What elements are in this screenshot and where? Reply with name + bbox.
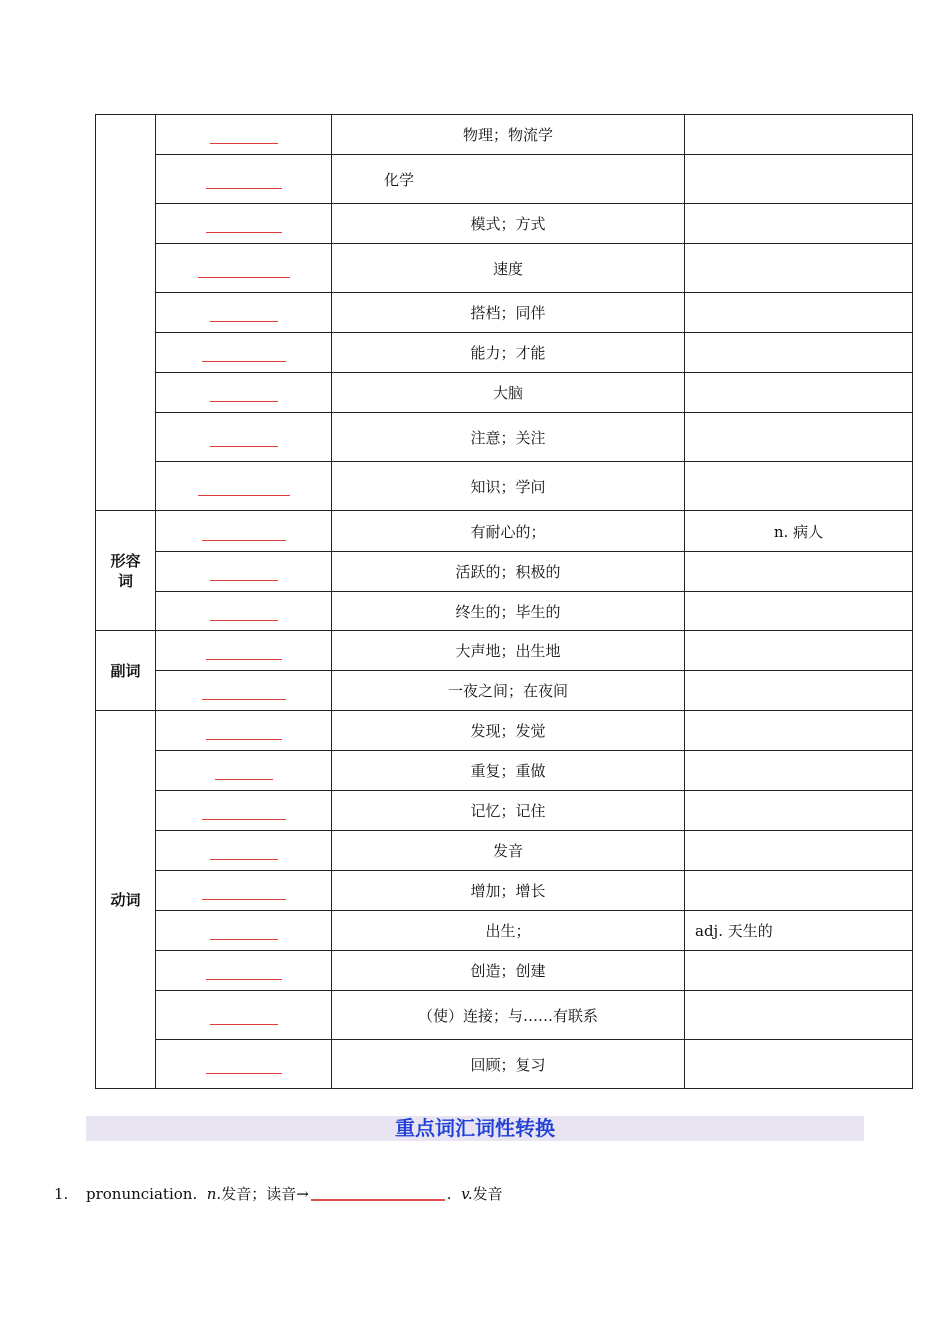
answer-blank[interactable] xyxy=(206,1059,282,1074)
extra-cell xyxy=(685,552,913,592)
answer-blank[interactable] xyxy=(206,725,282,740)
table-row xyxy=(96,911,913,951)
answer-cell[interactable] xyxy=(156,631,332,671)
answer-cell[interactable] xyxy=(156,462,332,511)
answer-blank[interactable] xyxy=(206,965,282,980)
answer-blank[interactable] xyxy=(210,387,278,402)
answer-cell[interactable] xyxy=(156,333,332,373)
exercise-period: . xyxy=(446,1185,452,1203)
meaning-cell xyxy=(332,592,685,631)
answer-blank[interactable] xyxy=(206,645,282,660)
category-cell xyxy=(96,115,156,511)
meaning-cell xyxy=(332,511,685,552)
table-row xyxy=(96,155,913,204)
meaning-text: 大脑 xyxy=(492,384,523,402)
answer-cell[interactable] xyxy=(156,293,332,333)
answer-blank[interactable] xyxy=(206,218,282,233)
answer-cell[interactable] xyxy=(156,751,332,791)
table-row xyxy=(96,462,913,511)
meaning-text: 物理；物流学 xyxy=(462,126,553,144)
table-row xyxy=(96,751,913,791)
extra-cell xyxy=(685,871,913,911)
meaning-cell xyxy=(332,333,685,373)
extra-text: adj. 天生的 xyxy=(695,922,773,940)
meaning-text: 回顾；复习 xyxy=(470,1055,546,1074)
table-row xyxy=(96,293,913,333)
answer-blank[interactable] xyxy=(210,129,278,144)
meaning-text: （使）连接；与……有联系 xyxy=(417,1006,598,1025)
answer-cell[interactable] xyxy=(156,204,332,244)
answer-cell[interactable] xyxy=(156,911,332,951)
meaning-cell xyxy=(332,462,685,511)
exercise-pos-verb: v. xyxy=(461,1185,473,1203)
table-row xyxy=(96,951,913,991)
meaning-text: 有耐心的； xyxy=(470,522,546,541)
answer-cell[interactable] xyxy=(156,1040,332,1089)
extra-cell xyxy=(685,791,913,831)
meaning-cell xyxy=(332,791,685,831)
answer-blank[interactable] xyxy=(210,432,278,447)
table-row xyxy=(96,991,913,1040)
extra-cell xyxy=(685,115,913,155)
section-title: 重点词汇词性转换 xyxy=(395,1116,555,1140)
answer-blank[interactable] xyxy=(206,174,282,189)
meaning-text: 增加；增长 xyxy=(470,882,546,900)
meaning-text: 注意；关注 xyxy=(470,428,546,447)
meaning-text: 重复；重做 xyxy=(470,762,546,780)
answer-blank[interactable] xyxy=(210,307,278,322)
answer-cell[interactable] xyxy=(156,711,332,751)
answer-blank[interactable] xyxy=(210,1010,278,1025)
meaning-text: 出生； xyxy=(485,922,531,940)
extra-cell xyxy=(685,293,913,333)
answer-cell[interactable] xyxy=(156,511,332,552)
category-cell xyxy=(96,711,156,1089)
extra-cell xyxy=(685,373,913,413)
category-label: 动词 xyxy=(110,890,141,909)
exercise-answer-blank[interactable] xyxy=(311,1184,445,1201)
meaning-text: 发现；发觉 xyxy=(470,722,546,740)
meaning-cell xyxy=(332,244,685,293)
extra-cell xyxy=(685,751,913,791)
table-row xyxy=(96,511,913,552)
meaning-cell xyxy=(332,1040,685,1089)
answer-blank[interactable] xyxy=(202,685,286,700)
answer-cell[interactable] xyxy=(156,592,332,631)
meaning-cell xyxy=(332,831,685,871)
meaning-text: 知识；学问 xyxy=(470,477,546,496)
category-cell xyxy=(96,511,156,631)
answer-cell[interactable] xyxy=(156,671,332,711)
meaning-cell xyxy=(332,413,685,462)
extra-cell xyxy=(685,1040,913,1089)
meaning-text: 大声地；出生地 xyxy=(455,642,561,660)
extra-cell xyxy=(685,244,913,293)
extra-cell xyxy=(685,462,913,511)
extra-cell xyxy=(685,592,913,631)
table-row xyxy=(96,552,913,592)
answer-blank[interactable] xyxy=(202,805,286,820)
table-row xyxy=(96,204,913,244)
answer-blank[interactable] xyxy=(198,481,290,496)
meaning-text: 模式；方式 xyxy=(470,215,546,233)
table-row xyxy=(96,831,913,871)
meaning-cell xyxy=(332,671,685,711)
extra-cell xyxy=(685,991,913,1040)
answer-blank[interactable] xyxy=(210,566,278,581)
meaning-cell xyxy=(332,293,685,333)
answer-blank[interactable] xyxy=(210,925,278,940)
extra-cell xyxy=(685,631,913,671)
extra-cell xyxy=(685,911,913,951)
meaning-cell xyxy=(332,155,685,204)
answer-cell[interactable] xyxy=(156,373,332,413)
category-cell xyxy=(96,631,156,711)
table-row xyxy=(96,871,913,911)
meaning-cell xyxy=(332,991,685,1040)
answer-blank[interactable] xyxy=(202,885,286,900)
answer-cell[interactable] xyxy=(156,991,332,1040)
answer-blank[interactable] xyxy=(210,845,278,860)
table-row xyxy=(96,631,913,671)
exercise-meaning-noun: 发音；读音 xyxy=(221,1185,297,1203)
table-row xyxy=(96,244,913,293)
answer-blank[interactable] xyxy=(202,347,286,362)
meaning-text: 活跃的；积极的 xyxy=(455,563,561,581)
answer-cell[interactable] xyxy=(156,871,332,911)
answer-blank[interactable] xyxy=(215,765,273,780)
answer-cell[interactable] xyxy=(156,552,332,592)
exercise-word: pronunciation. xyxy=(86,1185,198,1203)
meaning-cell xyxy=(332,951,685,991)
table-row xyxy=(96,1040,913,1089)
table-row xyxy=(96,711,913,751)
meaning-text: 创造；创建 xyxy=(470,962,546,980)
meaning-text: 发音 xyxy=(492,842,523,860)
extra-text: n. 病人 xyxy=(773,522,824,541)
extra-cell xyxy=(685,831,913,871)
meaning-text: 记忆；记住 xyxy=(470,802,546,820)
table-row xyxy=(96,671,913,711)
meaning-cell xyxy=(332,204,685,244)
meaning-text: 速度 xyxy=(492,259,523,278)
exercise-meaning-verb: 发音 xyxy=(472,1185,503,1203)
table-row xyxy=(96,333,913,373)
meaning-text: 搭档；同伴 xyxy=(470,304,546,322)
answer-cell[interactable] xyxy=(156,115,332,155)
extra-cell xyxy=(685,155,913,204)
extra-cell xyxy=(685,711,913,751)
vocabulary-table xyxy=(95,114,913,1089)
extra-cell xyxy=(685,511,913,552)
table-row xyxy=(96,115,913,155)
exercise-pos-noun: n. xyxy=(206,1185,222,1203)
meaning-cell xyxy=(332,552,685,592)
table-row xyxy=(96,791,913,831)
exercise-number: 1. xyxy=(54,1185,69,1203)
exercise-item xyxy=(54,1184,503,1204)
answer-blank[interactable] xyxy=(202,526,286,541)
answer-cell[interactable] xyxy=(156,951,332,991)
answer-cell[interactable] xyxy=(156,413,332,462)
answer-cell[interactable] xyxy=(156,244,332,293)
answer-cell[interactable] xyxy=(156,831,332,871)
meaning-text: 一夜之间；在夜间 xyxy=(447,682,568,700)
extra-cell xyxy=(685,333,913,373)
meaning-cell xyxy=(332,751,685,791)
answer-blank[interactable] xyxy=(210,606,278,621)
extra-cell xyxy=(685,951,913,991)
table-row xyxy=(96,373,913,413)
meaning-cell xyxy=(332,373,685,413)
meaning-cell xyxy=(332,711,685,751)
meaning-cell xyxy=(332,871,685,911)
meaning-cell xyxy=(332,115,685,155)
meaning-text: 化学 xyxy=(384,170,415,189)
section-header xyxy=(86,1116,864,1141)
extra-cell xyxy=(685,204,913,244)
answer-blank[interactable] xyxy=(198,263,290,278)
meaning-cell xyxy=(332,631,685,671)
table-row xyxy=(96,592,913,631)
meaning-text: 终生的；毕生的 xyxy=(455,602,561,621)
meaning-text: 能力；才能 xyxy=(470,344,546,362)
meaning-cell xyxy=(332,911,685,951)
arrow-icon: → xyxy=(296,1185,309,1203)
answer-cell[interactable] xyxy=(156,791,332,831)
extra-cell xyxy=(685,671,913,711)
answer-cell[interactable] xyxy=(156,155,332,204)
table-row xyxy=(96,413,913,462)
extra-cell xyxy=(685,413,913,462)
category-label: 副词 xyxy=(110,661,141,680)
category-label: 形容词 xyxy=(110,551,141,590)
